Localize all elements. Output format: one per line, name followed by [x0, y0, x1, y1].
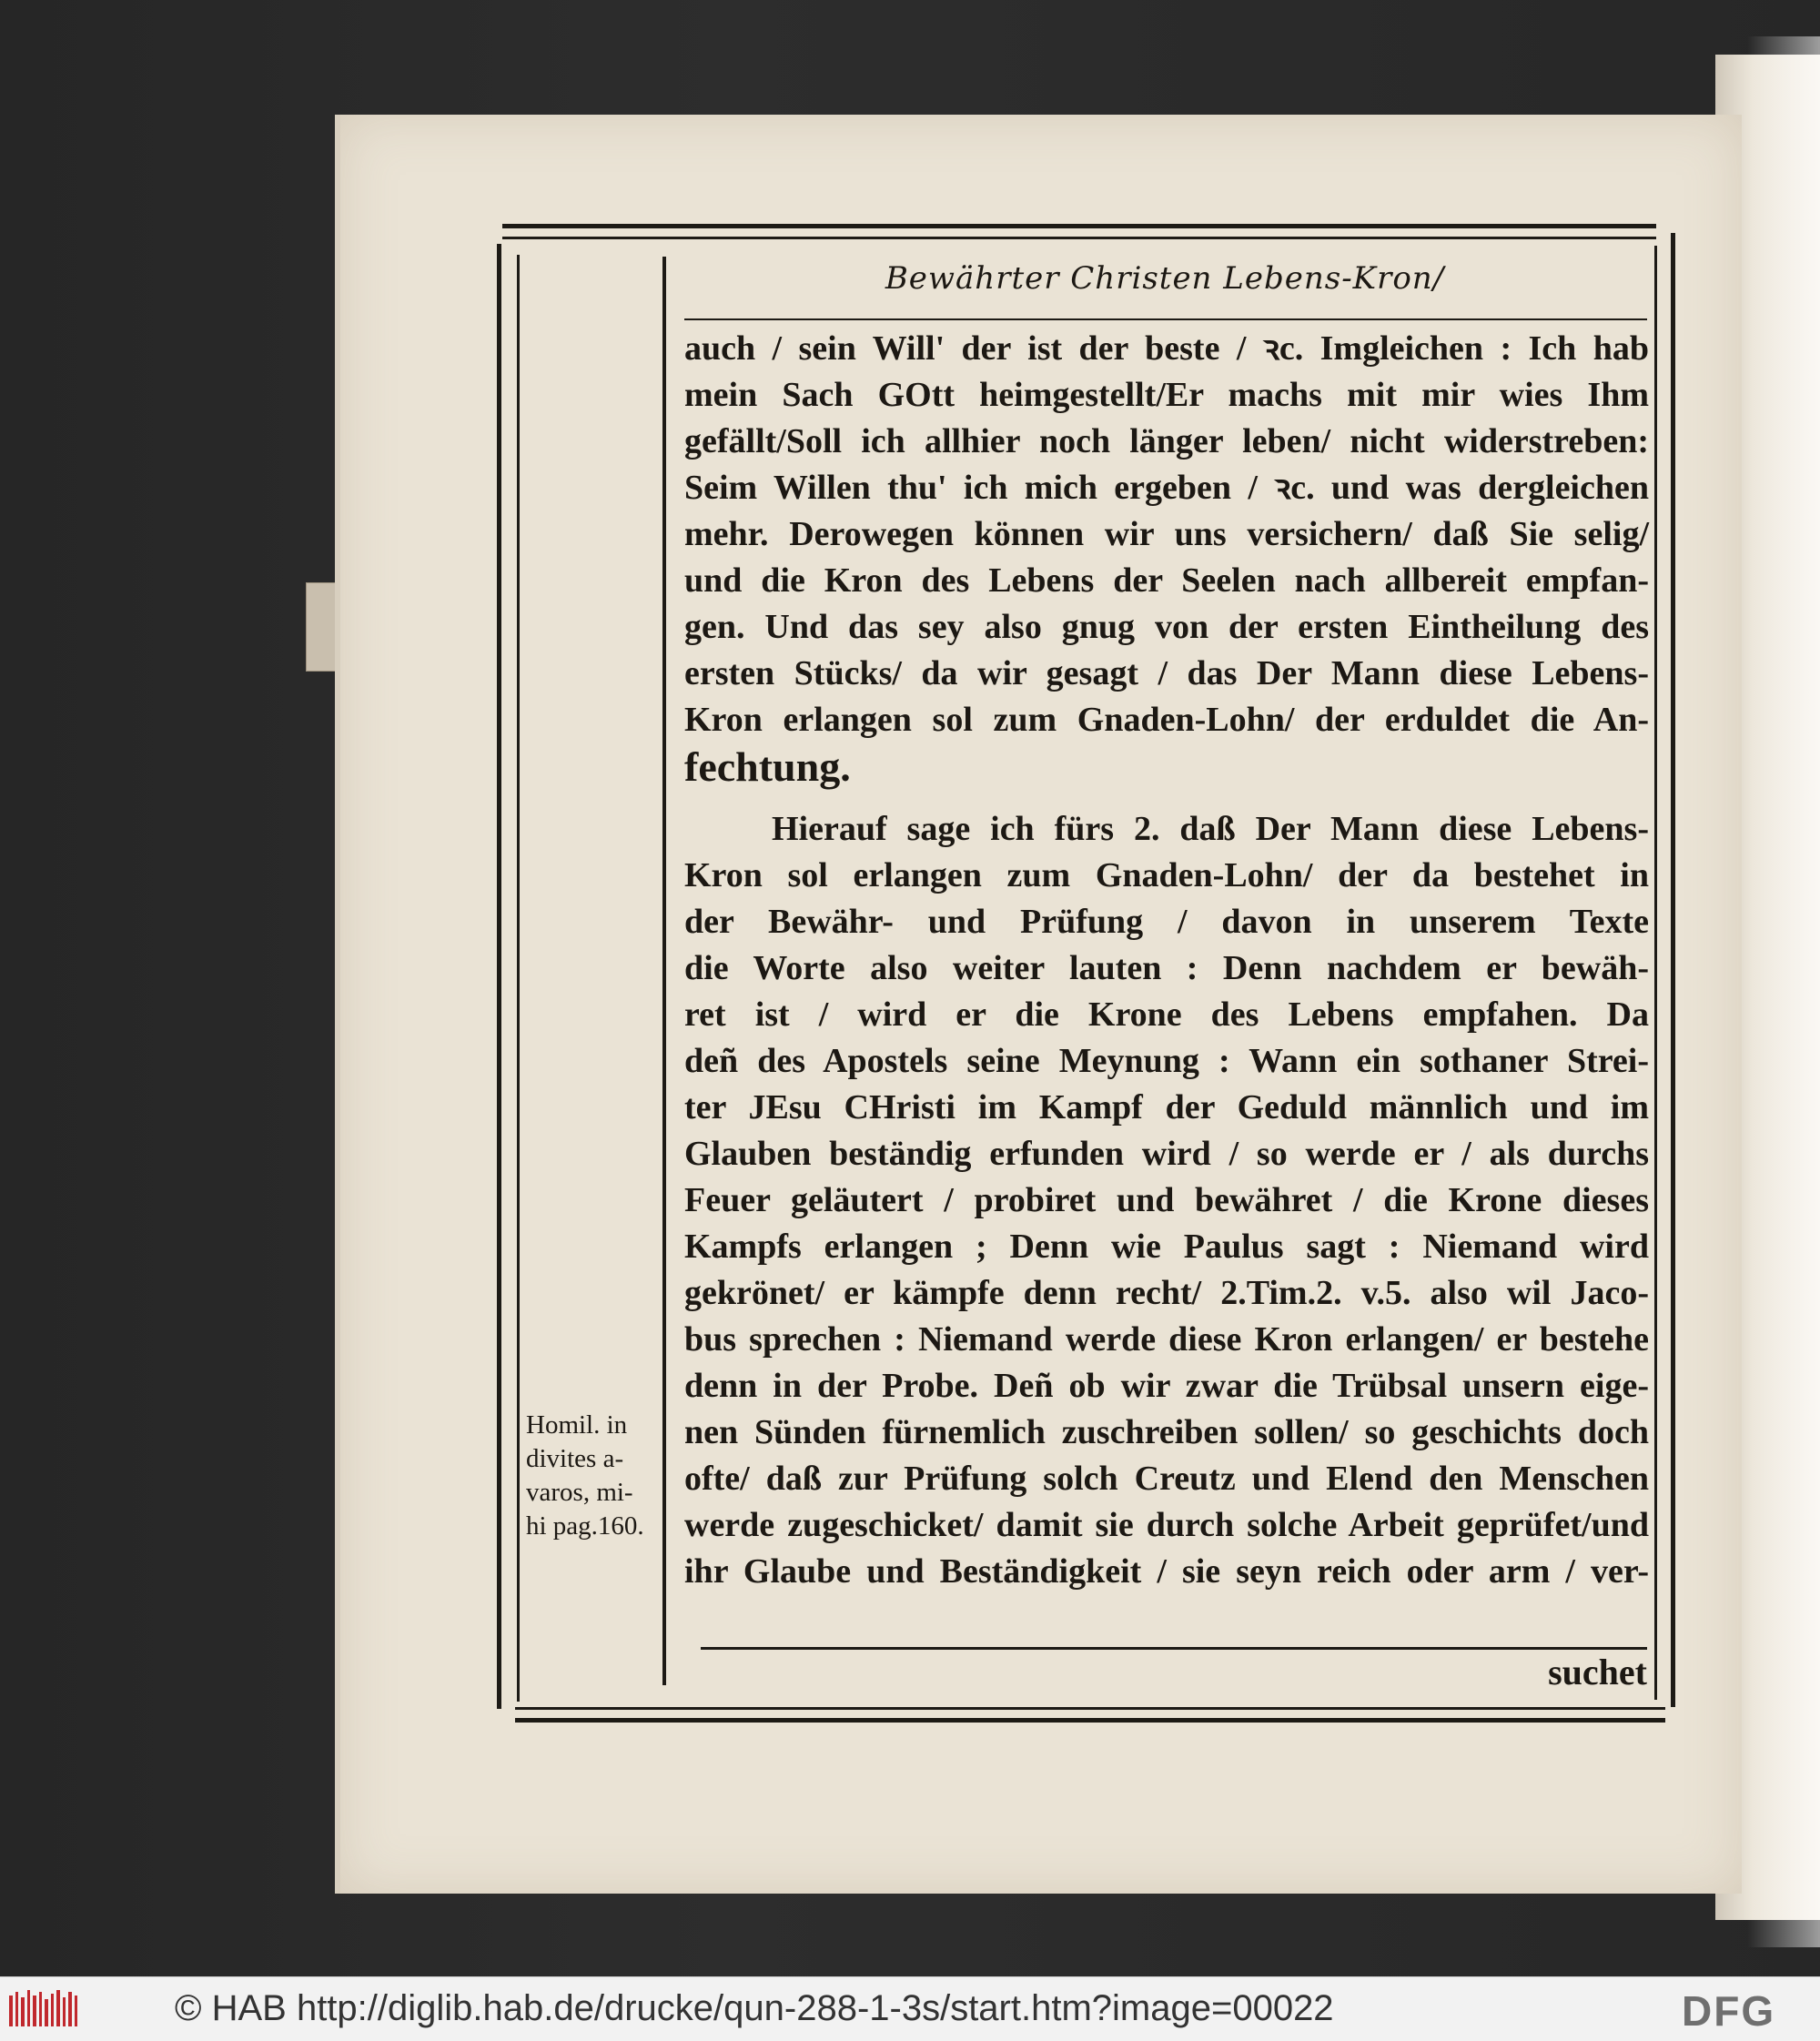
text-line: gen. Und das sey also gnug von der ersten Eintheilung des: [684, 608, 1649, 646]
text-line: ersten Stücks/ da wir gesagt / das Der Mann diese Lebens-: [684, 654, 1649, 692]
text-line: ihr Glaube und Beständigkeit / sie seyn reich oder arm / ver-: [684, 1552, 1649, 1591]
marginal-note: [526, 1409, 661, 1543]
text-line: Feuer geläutert / probiret und bewähret / die Krone dieses: [684, 1181, 1649, 1219]
text-line: Seim Willen thu' ich mich ergeben / ꝛc. und was dergleichen: [684, 469, 1649, 507]
frame-rule: [502, 224, 1656, 228]
text-line: ter JEsu CHristi im Kampf der Geduld männlich und im: [684, 1088, 1649, 1127]
frame-rule: [502, 237, 1656, 239]
copyright-url-caption[interactable]: © HAB http://diglib.hab.de/drucke/qun-288-1-3s/start.htm?image=00022: [175, 1988, 1334, 2028]
text-line: der Bewähr- und Prüfung / davon in unserem Texte: [684, 903, 1649, 941]
dfg-logo[interactable]: DFG: [1682, 1987, 1776, 2035]
text-line: und die Kron des Lebens der Seelen nach allbereit empfan-: [684, 561, 1649, 600]
paragraph-gap: [684, 790, 1649, 806]
text-line: ret ist / wird er die Krone des Lebens empfahen. Da: [684, 995, 1649, 1034]
text-line: auch / sein Will' der ist der beste / ꝛc. Imgleichen : Ich hab: [684, 329, 1649, 368]
footer-bar: [0, 1976, 1820, 2041]
footer-rule: [701, 1647, 1647, 1650]
page-glare: [1747, 36, 1820, 1947]
text-line: Kampfs erlangen ; Denn wie Paulus sagt : Niemand wird: [684, 1228, 1649, 1266]
running-head: Bewährter Christen Lebens-Kron/: [885, 260, 1445, 297]
body-text: [684, 326, 1649, 1595]
frame-rule: [1671, 233, 1675, 1707]
text-line: werde zugeschicket/ damit sie durch solche Arbeit geprüfet/und: [684, 1506, 1649, 1544]
text-line: die Worte also weiter lauten : Denn nachdem er bewäh-: [684, 949, 1649, 987]
header-rule: [684, 318, 1647, 320]
margin-column-divider: [662, 257, 666, 1685]
text-line: mehr. Derowegen können wir uns versichern/ daß Sie selig/: [684, 515, 1649, 553]
text-line: denn in der Probe. Deñ ob wir zwar die Trübsal unsern eige-: [684, 1367, 1649, 1405]
text-line: Glauben beständig erfunden wird / so werde er / als durchs: [684, 1135, 1649, 1173]
marginal-note-line: varos, mi-: [526, 1478, 633, 1507]
text-line: bus sprechen : Niemand werde diese Kron erlangen/ er bestehe: [684, 1320, 1649, 1359]
marginal-note-line: divites a-: [526, 1444, 624, 1473]
frame-rule: [515, 1707, 1665, 1710]
hab-logo-icon[interactable]: [7, 1988, 80, 2030]
frame-rule: [1654, 246, 1657, 1700]
text-line: Kron sol erlangen zum Gnaden-Lohn/ der da bestehet in: [684, 856, 1649, 894]
text-line: gefällt/Soll ich allhier noch länger leben/ nicht widerstreben:: [684, 422, 1649, 460]
frame-rule: [517, 255, 520, 1702]
text-line: Kron erlangen sol zum Gnaden-Lohn/ der erduldet die An-: [684, 701, 1649, 739]
marginal-note-line: Homil. in: [526, 1410, 628, 1440]
catchword: suchet: [1548, 1652, 1647, 1692]
text-line: mein Sach GOtt heimgestellt/Er machs mit mir wies Ihm: [684, 376, 1649, 414]
frame-rule: [497, 244, 501, 1709]
frame-rule: [515, 1718, 1665, 1723]
marginal-note-line: hi pag.160.: [526, 1511, 644, 1541]
text-line: deñ des Apostels seine Meynung : Wann ein sothaner Strei-: [684, 1042, 1649, 1080]
text-line: gekrönet/ er kämpfe denn recht/ 2.Tim.2. v.5. also wil Jaco-: [684, 1274, 1649, 1312]
text-line: nen Sünden fürnemlich zuschreiben sollen/ so geschichts doch: [684, 1413, 1649, 1451]
text-line: Hierauf sage ich fürs 2. daß Der Mann diese Lebens-: [772, 810, 1649, 848]
text-line: fechtung.: [684, 743, 851, 790]
text-line: ofte/ daß zur Prüfung solch Creutz und Elend den Menschen: [684, 1460, 1649, 1498]
